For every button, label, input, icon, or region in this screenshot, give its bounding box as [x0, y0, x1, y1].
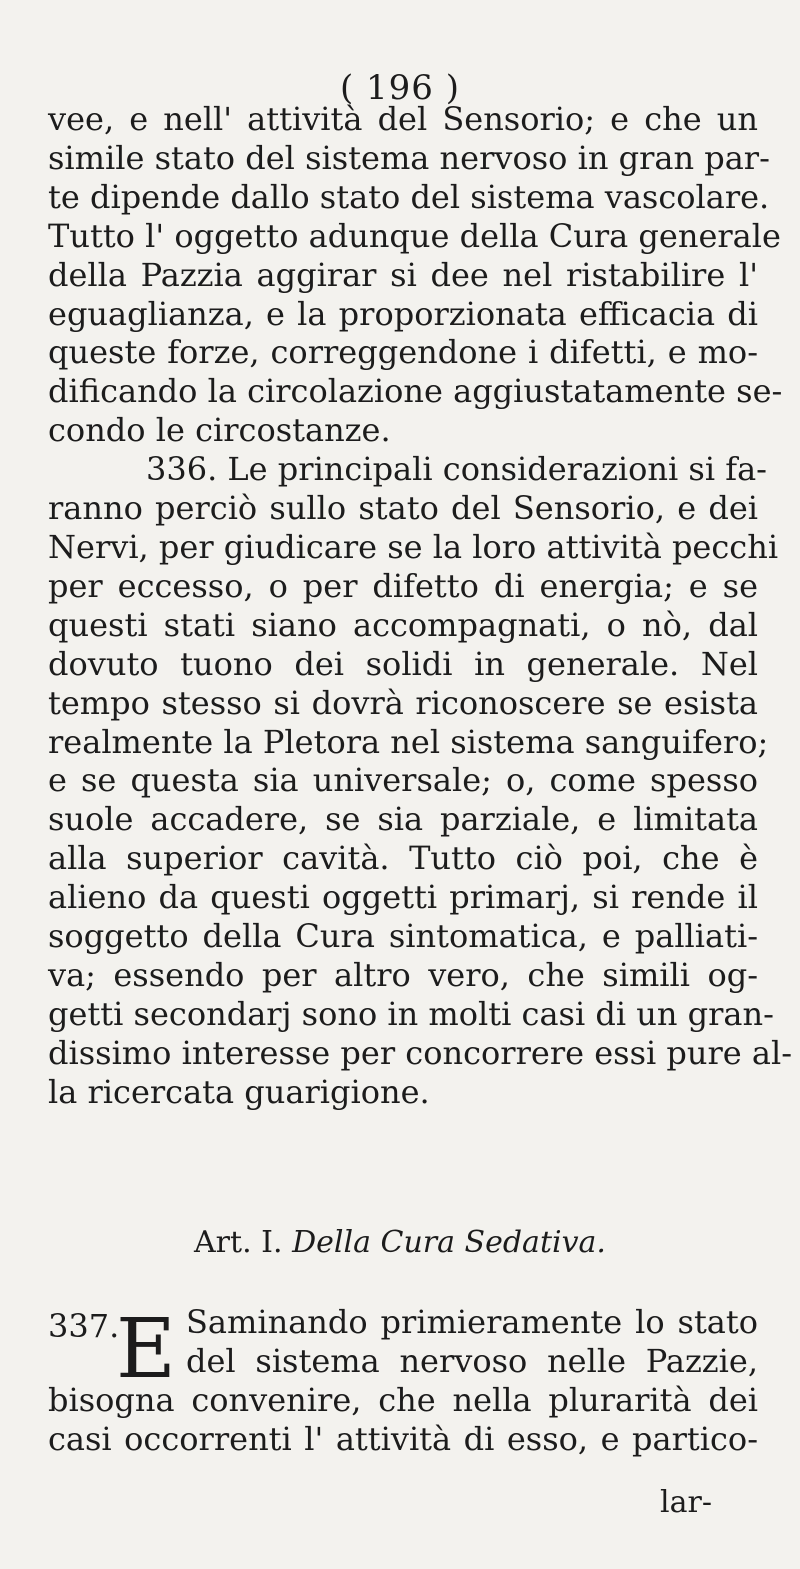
text-line: dissimo interesse per concorrere essi pure al- — [48, 1033, 793, 1072]
section-heading — [0, 1225, 800, 1260]
text-line: ranno perciò sullo stato del Sensorio, e dei — [48, 489, 758, 528]
text-line: getti secondarj sono in molti casi di un gran- — [48, 994, 774, 1033]
text-line: va; essendo per altro vero, che simili og- — [48, 955, 758, 994]
text-line: alla superior cavità. Tutto ciò poi, che è — [48, 839, 758, 878]
page-number: ( 196 ) — [339, 68, 461, 108]
paragraph-337 — [48, 1303, 758, 1459]
section-title: Della Cura Sedativa. — [292, 1225, 606, 1260]
text-line: te dipende dallo stato del sistema vascolare. — [48, 177, 770, 216]
text-line: bisogna convenire, che nella plurarità dei — [48, 1380, 758, 1419]
text-line: alieno da questi oggetti primarj, si rende il — [48, 878, 758, 917]
section-label: Art. I. — [194, 1225, 283, 1260]
text-line: vee, e nell' attività del Sensorio; e che un — [48, 100, 758, 138]
text-line: e se questa sia universale; o, come spesso — [48, 761, 758, 800]
paragraph-number: 337. — [48, 1307, 120, 1345]
main-text — [48, 100, 793, 1112]
text-line: Nervi, per giudicare se la loro attività pecchi — [48, 527, 779, 566]
text-line: dovuto tuono dei solidi in generale. Nel — [48, 644, 758, 683]
text-line: eguaglianza, e la proporzionata efficacia di — [48, 294, 758, 333]
text-line: soggetto della Cura sintomatica, e palliati- — [48, 917, 758, 956]
drop-cap: E — [116, 1302, 176, 1397]
text-line: queste forze, correggendone i difetti, e mo- — [48, 333, 758, 372]
catchword: lar- — [660, 1485, 712, 1520]
text-line: suole accadere, se sia parziale, e limitata — [48, 800, 758, 839]
paragraph-336-first-line: 336. Le principali considerazioni si fa- — [146, 450, 767, 489]
text-line: Saminando primieramente lo stato — [186, 1303, 758, 1341]
text-line: simile stato del sistema nervoso in gran par- — [48, 138, 770, 177]
text-line: tempo stesso si dovrà riconoscere se esista — [48, 683, 758, 722]
text-line: questi stati siano accompagnati, o nò, dal — [48, 605, 758, 644]
text-line: della Pazzia aggirar si dee nel ristabilire l' — [48, 255, 758, 294]
text-line: dificando la circolazione aggiustatamente se- — [48, 372, 783, 411]
text-line: realmente la Pletora nel sistema sanguifero; — [48, 722, 769, 761]
text-line: Tutto l' oggetto adunque della Cura generale — [48, 216, 781, 255]
text-line: la ricercata guarigione. — [48, 1072, 430, 1111]
text-line: del sistema nervoso nelle Pazzie, — [186, 1341, 758, 1380]
text-line: casi occorrenti l' attività di esso, e partico- — [48, 1419, 758, 1458]
text-line: condo le circostanze. — [48, 411, 391, 450]
text-line: per eccesso, o per difetto di energia; e se — [48, 566, 758, 605]
